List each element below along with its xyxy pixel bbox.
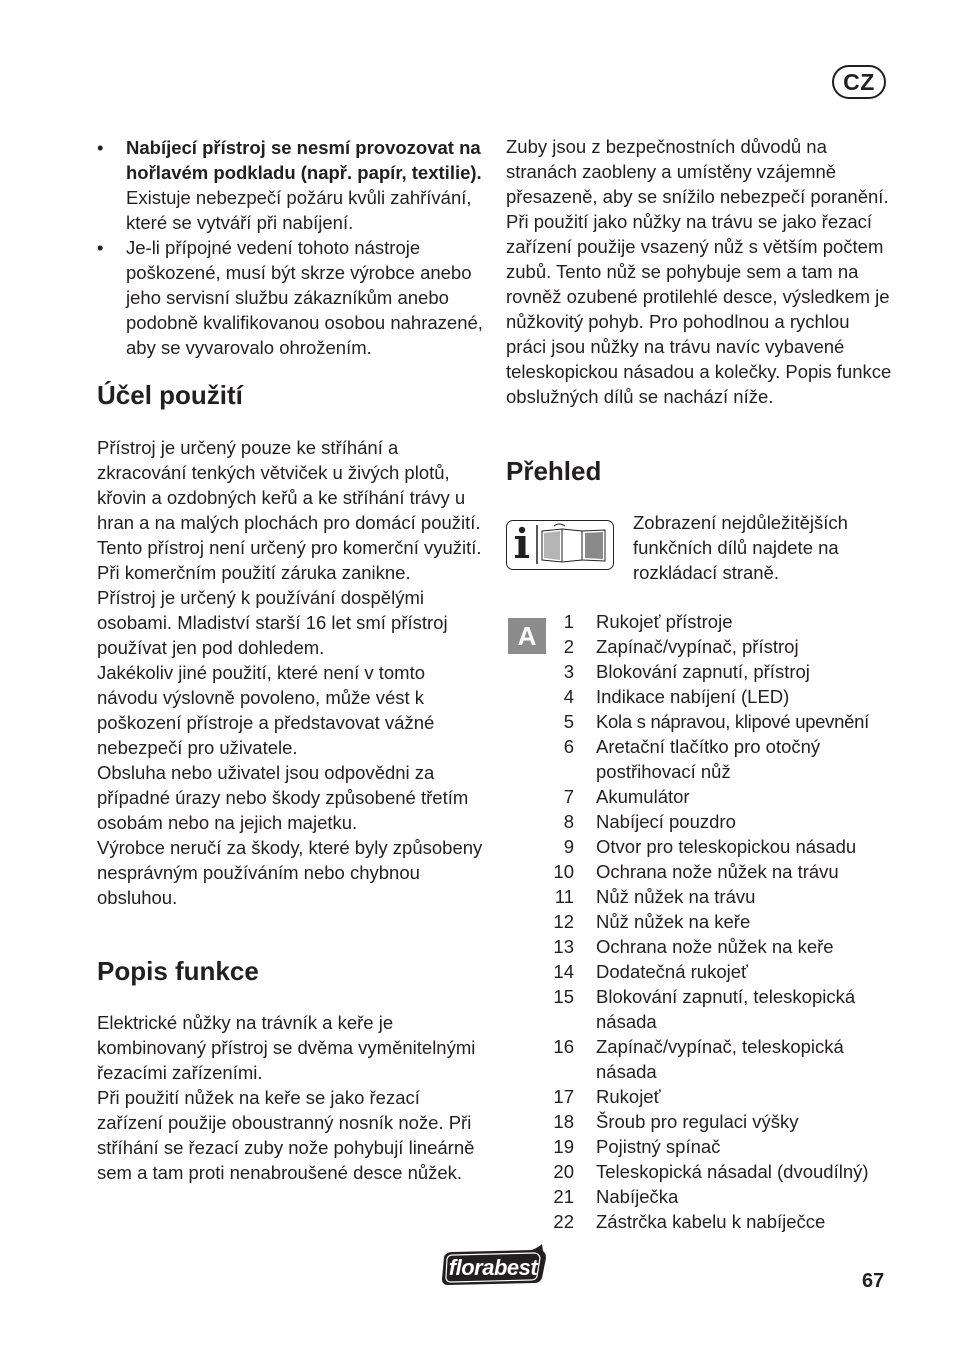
list-item: [540, 1159, 900, 1184]
part-label: Pojistný spínač: [596, 1136, 721, 1157]
section-heading-overview: Přehled: [506, 456, 602, 486]
part-label: Nůž nůžek na keře: [596, 911, 751, 932]
list-item: [540, 784, 900, 809]
part-number: 7: [563, 786, 574, 807]
part-number: 17: [553, 1086, 574, 1107]
paragraph: Při použití jako nůžky na trávu se jako řezací zařízení použije vsazený nůž s větším počtem zubů. Tento nůž se pohybuje sem a tam na rovněž ozubené protilehlé desce, výsledkem je nůžkovitý pohyb. Pro pohodlnou a rychlou práci jsou nůžky na trávu navíc vybavené teleskopickou násadou a kolečky. Popis funkce obslužných dílů se nachází níže.: [506, 211, 892, 407]
part-label: Zapínač/vypínač, přístroj: [596, 636, 799, 657]
list-item: [540, 709, 900, 734]
part-label: Blokování zapnutí, teleskopická násada: [596, 986, 856, 1032]
figure-label-badge: A: [508, 618, 546, 654]
part-number: 3: [563, 661, 574, 682]
list-item: [540, 1134, 900, 1159]
part-number: 5: [563, 711, 574, 732]
part-label: Otvor pro teleskopickou násadu: [596, 836, 857, 857]
part-label: Šroub pro regulaci výšky: [596, 1111, 799, 1132]
part-label: Nabíječka: [596, 1186, 679, 1207]
part-label: Teleskopická násadal (dvoudílný): [596, 1161, 869, 1182]
paragraph: Přístroj je určený k používání dospělými osobami. Mladiství starší 16 let smí přístroj používat jen pod dohledem.: [97, 587, 448, 658]
bullet-item: [97, 235, 483, 360]
part-label: Indikace nabíjení (LED): [596, 686, 790, 707]
page-number: 67: [862, 1270, 885, 1292]
list-item: [540, 609, 900, 634]
list-item: [540, 959, 900, 984]
paragraph: Při použití nůžek na keře se jako řezací zařízení použije oboustranný nosník nože. Při stříhání se řezací zuby nože pohybují lineárně sem a tam proti nenabroušené desce nůžek.: [97, 1087, 475, 1183]
part-number: 20: [553, 1161, 574, 1182]
part-number: 18: [553, 1111, 574, 1132]
part-label: Ochrana nože nůžek na keře: [596, 936, 834, 957]
list-item: [540, 684, 900, 709]
paragraph: Jakékoliv jiné použití, které není v tomto návodu výslovně povoleno, může vést k poškození přístroje a představovat vážné nebezpečí pro uživatele.: [97, 662, 435, 758]
left-column: [97, 135, 483, 360]
list-item: [540, 1084, 900, 1109]
bullet-dot: •: [97, 137, 104, 158]
part-number: 4: [563, 686, 574, 707]
bullet-item: [97, 135, 483, 235]
paragraph: Tento přístroj není určený pro komerční využití. Při komerčním použití záruka zanikne.: [97, 537, 482, 583]
part-number: 19: [553, 1136, 574, 1157]
part-label: Rukojeť: [596, 1086, 661, 1107]
list-item: [540, 1034, 900, 1084]
paragraph: Elektrické nůžky na trávník a keře je kombinovaný přístroj se dvěma vyměnitelnými řezacími zařízeními.: [97, 1012, 476, 1083]
part-number: 8: [563, 811, 574, 832]
part-label: Ochrana nože nůžek na trávu: [596, 861, 839, 882]
part-number: 14: [553, 961, 574, 982]
part-number: 11: [554, 886, 574, 907]
bullet-dot: •: [97, 237, 104, 258]
list-item: [540, 659, 900, 684]
part-label: Dodatečná rukojeť: [596, 961, 748, 982]
brand-logo: [438, 1244, 552, 1288]
list-item: [540, 734, 900, 784]
list-item: [540, 834, 900, 859]
right-column-text: [506, 134, 892, 409]
bullet-text: Existuje nebezpečí požáru kvůli zahřívání, které se vytváří při nabíjení.: [126, 187, 472, 233]
paragraph: Výrobce neručí za škody, které byly způsobeny nesprávným používáním nebo chybnou obsluhou.: [97, 837, 483, 908]
list-item: [540, 1184, 900, 1209]
part-label: Kola s nápravou, klipové upevnění: [596, 711, 869, 732]
purpose-text: [97, 435, 483, 910]
bullet-bold-text: Nabíjecí přístroj se nesmí provozovat na hořlavém podkladu (např. papír, textilie).: [126, 137, 482, 183]
part-label: Rukojeť přístroje: [596, 611, 733, 632]
part-label: Zástrčka kabelu k nabíječce: [596, 1211, 826, 1232]
list-item: [540, 984, 900, 1034]
part-number: 15: [553, 986, 574, 1007]
part-number: 16: [553, 1036, 574, 1057]
part-number: 21: [553, 1186, 574, 1207]
part-number: 1: [563, 611, 574, 632]
paragraph: Přístroj je určený pouze ke stříhání a zkracování tenkých větviček u živých plotů, křovin a ozdobných keřů a ke stříhání trávy u hran a na malých plochách pro domácí použití.: [97, 437, 481, 533]
part-label: Zapínač/vypínač, teleskopická násada: [596, 1036, 844, 1082]
brand-logo-text: florabest: [448, 1255, 538, 1280]
language-badge: CZ: [832, 65, 886, 99]
list-item: [540, 634, 900, 659]
list-item: [540, 1209, 900, 1234]
bullet-text: Je-li přípojné vedení tohoto nástroje poškozené, musí být skrze výrobce anebo jeho servisní službu zákazníkům anebo podobně kvalifikovanou osobou nahrazené, aby se vyvarovalo ohrožením.: [126, 237, 483, 358]
list-item: [540, 809, 900, 834]
function-text: [97, 1010, 483, 1185]
part-number: 2: [563, 636, 574, 657]
part-label: Akumulátor: [596, 786, 690, 807]
part-label: Nůž nůžek na trávu: [596, 886, 756, 907]
part-number: 22: [553, 1211, 574, 1232]
part-label: Nabíjecí pouzdro: [596, 811, 736, 832]
paragraph: Obsluha nebo uživatel jsou odpovědni za případné úrazy nebo škody způsobené třetím osobám nebo na jejich majetku.: [97, 762, 469, 833]
part-number: 6: [563, 736, 574, 757]
part-number: 10: [553, 861, 574, 882]
part-label: Blokování zapnutí, přístroj: [596, 661, 810, 682]
part-number: 13: [553, 936, 574, 957]
part-number: 9: [563, 836, 574, 857]
section-heading-function: Popis funkce: [97, 956, 259, 986]
part-number: 12: [553, 911, 574, 932]
list-item: [540, 859, 900, 884]
list-item: [540, 909, 900, 934]
paragraph: Zuby jsou z bezpečnostních důvodů na stranách zaobleny a umístěny vzájemně přesazeně, aby se snížilo nebezpečí poranění.: [506, 136, 889, 207]
info-text: Zobrazení nejdůležitějších funkčních dílů najdete na rozkládací straně.: [633, 512, 848, 583]
parts-list: [540, 609, 900, 1234]
info-book-icon: [506, 520, 614, 570]
part-label: Aretační tlačítko pro otočný postřihovací nůž: [596, 736, 821, 782]
section-heading-purpose: Účel použití: [97, 380, 243, 410]
list-item: [540, 884, 900, 909]
list-item: [540, 934, 900, 959]
list-item: [540, 1109, 900, 1134]
